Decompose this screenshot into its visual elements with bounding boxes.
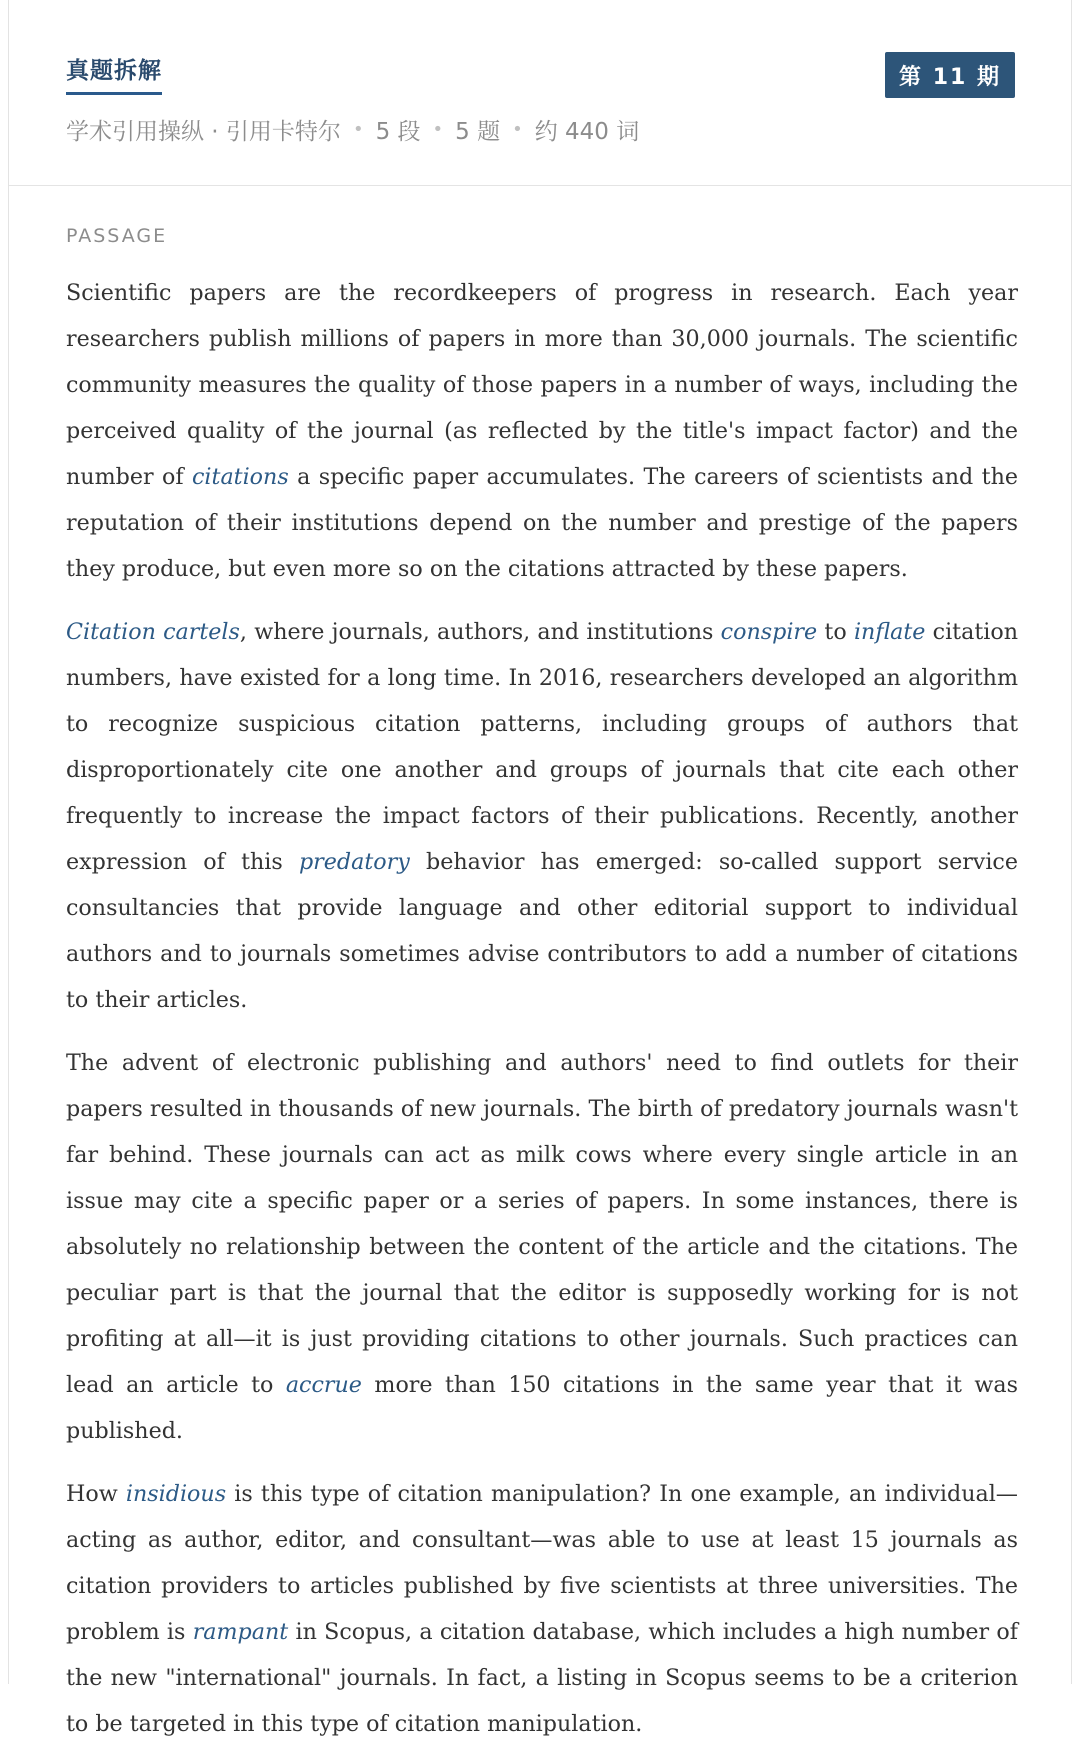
- paragraph-text: behavior has emerged: so-called support service consultancies that provide language and other editorial support to individual authors and to journals sometimes advise contributors to add a number of citations to their articles.: [66, 849, 1018, 1013]
- passage-paragraph: [66, 1471, 1018, 1747]
- paragraph-text: a specific paper accumulates. The careers of scientists and the reputation of their institutions depend on the number and prestige of the papers they produce, but even more so on the citations attracted by these papers.: [66, 464, 1019, 582]
- keyword-highlight: rampant: [192, 1619, 289, 1645]
- article-meta: [66, 113, 639, 146]
- separator-dot-icon: •: [432, 119, 444, 140]
- passage-body: [66, 270, 1018, 1764]
- keyword-highlight: predatory: [298, 849, 410, 875]
- paragraph-text: in Scopus, a citation database, which includes a high number of the new "international" journals. In fact, a listing in Scopus seems to be a criterion to be targeted in this type of citation manipulation.: [66, 1619, 1018, 1737]
- paragraph-text: to: [817, 619, 854, 645]
- paragraph-text: The advent of electronic publishing and authors' need to find outlets for their papers resulted in thousands of new journals. The birth of predatory journals wasn't far behind. These journals can act as milk cows where every single article in an issue may cite a specific paper or a series of papers. In some instances, there is absolutely no relationship between the content of the article and the citations. The peculiar part is that the journal that the editor is supposedly working for is not profiting at all—it is just providing citations to other journals. Such practices can lead an article to: [66, 1050, 1018, 1398]
- keyword-highlight: insidious: [125, 1481, 227, 1507]
- keyword-highlight: Citation cartels: [66, 619, 240, 645]
- keyword-highlight: accrue: [285, 1372, 362, 1398]
- paragraph-text: How: [66, 1481, 126, 1507]
- keyword-highlight: inflate: [853, 619, 926, 645]
- meta-paragraph-count: 5 段: [375, 119, 421, 145]
- article-card: [8, 0, 1072, 1737]
- keyword-highlight: conspire: [720, 619, 818, 645]
- passage-paragraph: [66, 270, 1018, 592]
- meta-question-count: 5 题: [455, 119, 501, 145]
- paragraph-text: , where journals, authors, and institutions: [239, 619, 721, 645]
- column-tag: 真题拆解: [66, 52, 162, 95]
- passage-label: PASSAGE: [66, 225, 168, 247]
- separator-dot-icon: •: [352, 119, 364, 140]
- issue-badge: 第 11 期: [885, 52, 1015, 98]
- passage-paragraph: [66, 1040, 1018, 1454]
- paragraph-text: is this type of citation manipulation? In one example, an individual—acting as author, editor, and consultant—was able to use at least 15 journals as citation providers to articles published by five scientists at three universities. The problem is: [66, 1481, 1018, 1645]
- keyword-highlight: citations: [192, 464, 289, 490]
- paragraph-text: Scientific papers are the recordkeepers of progress in research. Each year researchers publish millions of papers in more than 30,000 journals. The scientific community measures the quality of those papers in a number of ways, including the perceived quality of the journal (as reflected by the title's impact factor) and the number of: [66, 280, 1018, 490]
- article-header: [9, 0, 1071, 186]
- paragraph-text: more than 150 citations in the same year that it was published.: [66, 1372, 1018, 1444]
- separator-dot-icon: •: [512, 119, 523, 140]
- paragraph-text: citation numbers, have existed for a long time. In 2016, researchers developed an algorithm to recognize suspicious citation patterns, including groups of authors that disproportionately cite one another and groups of journals that cite each other frequently to increase the impact factors of their publications. Recently, another expression of this: [66, 619, 1018, 875]
- meta-word-count: 约 440 词: [534, 119, 640, 145]
- passage-paragraph: [66, 609, 1018, 1023]
- meta-topic: 学术引用操纵 · 引用卡特尔: [66, 119, 341, 145]
